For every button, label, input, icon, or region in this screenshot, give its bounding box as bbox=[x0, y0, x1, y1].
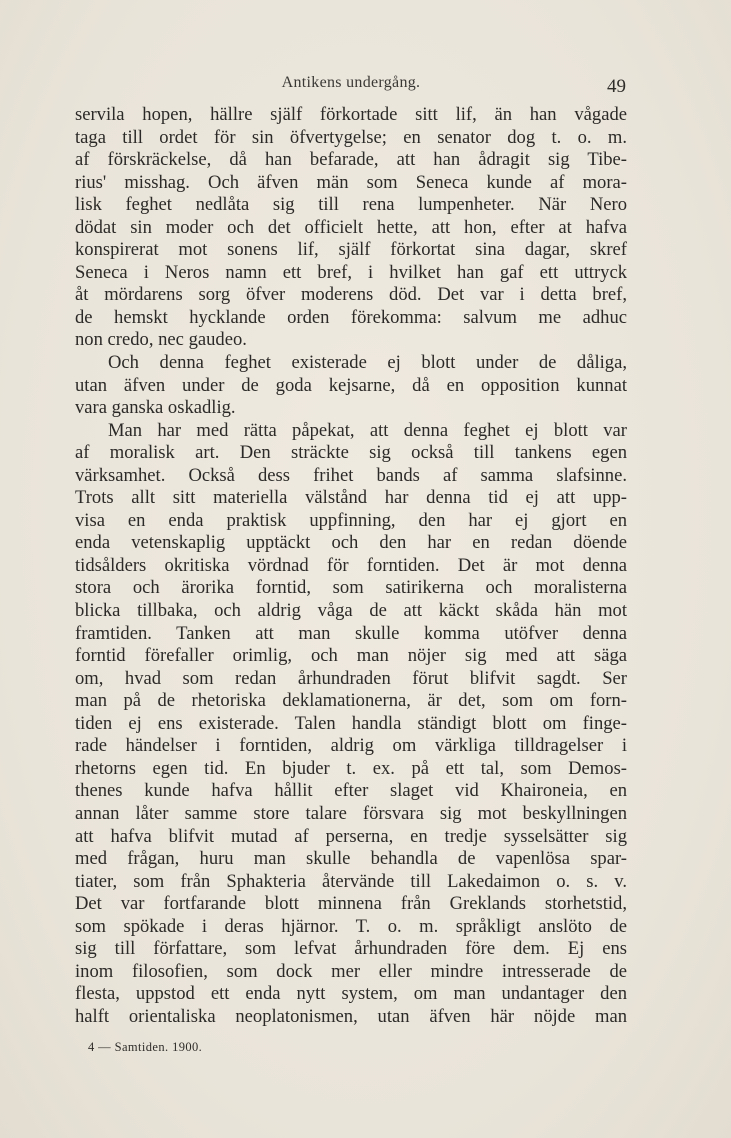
running-title: Antikens undergång. bbox=[281, 74, 421, 91]
text-line: blicka tillbaka, och aldrig våga de att käckt skåda hän mot bbox=[75, 600, 627, 622]
text-line: med frågan, huru man skulle behandla de vapenlösa spar- bbox=[75, 848, 627, 870]
text-line: servila hopen, hällre själf förkortade sitt lif, än han vågade bbox=[75, 104, 627, 125]
text-line: halft orientaliska neoplatonismen, utan äfven här nöjde man bbox=[75, 1005, 627, 1027]
text-line: inom filosofien, som dock mer eller mindre intresserade de bbox=[75, 960, 627, 982]
text-line: taga till ordet för sin öfvertygelse; en senator dog t. o. m. bbox=[75, 126, 627, 148]
text-line: rade händelser i forntiden, aldrig om värkliga tilldragelser i bbox=[75, 735, 627, 757]
text-line: af moralisk art. Den sträckte sig också till tankens egen bbox=[75, 442, 627, 464]
printer-signature: 4 — Samtiden. 1900. bbox=[88, 1040, 203, 1054]
text-line: Trots allt sitt materiella välstånd har denna tid ej att upp- bbox=[75, 487, 627, 509]
text-line: thenes kunde hafva hållit efter slaget vid Khaironeia, en bbox=[75, 780, 627, 802]
text-line: tiden ej ens existerade. Talen handla ständigt blott om finge- bbox=[75, 712, 627, 734]
page-number: 49 bbox=[607, 76, 626, 97]
text-line: att hafva blifvit mutad af perserna, en tredje sysselsätter sig bbox=[75, 825, 627, 847]
body-text bbox=[75, 104, 627, 1028]
text-line: värksamhet. Också dess frihet bands af samma slafsinne. bbox=[75, 464, 627, 486]
text-line: Det var fortfarande blott minnena från Greklands storhetstid, bbox=[75, 893, 627, 915]
text-line: om, hvad som redan århundraden förut blifvit sagdt. Ser bbox=[75, 667, 627, 689]
text-line: man på de rhetoriska deklamationerna, är det, som om forn- bbox=[75, 690, 627, 712]
text-line: stora och ärorika forntid, som satirikerna och moralisterna bbox=[75, 577, 627, 599]
text-line: af förskräckelse, då han befarade, att han ådragit sig Tibe- bbox=[75, 149, 627, 171]
text-line: non credo, nec gaudeo. bbox=[75, 329, 247, 351]
text-line: visa en enda praktisk uppfinning, den har ej gjort en bbox=[75, 509, 627, 531]
text-line: vara ganska oskadlig. bbox=[75, 397, 236, 419]
text-line: rhetorns egen tid. En bjuder t. ex. på ett tal, som Demos- bbox=[75, 757, 627, 779]
text-line: framtiden. Tanken att man skulle komma utöfver denna bbox=[75, 622, 627, 644]
page-header bbox=[76, 74, 626, 100]
text-line: konspirerat mot sonens lif, själf förkortat sina dagar, skref bbox=[75, 239, 627, 261]
text-line: åt mördarens sorg öfver moderens död. Det var i detta bref, bbox=[75, 284, 627, 306]
text-line: tidsålders okritiska vördnad för forntiden. Det är mot denna bbox=[75, 554, 627, 576]
text-line: som spökade i deras hjärnor. T. o. m. språkligt anslöto de bbox=[75, 915, 627, 937]
text-line: Seneca i Neros namn ett bref, i hvilket han gaf ett uttryck bbox=[75, 261, 627, 283]
text-line: enda vetenskaplig upptäckt och den har en redan döende bbox=[75, 532, 627, 554]
text-line: utan äfven under de goda kejsarne, då en opposition kunnat bbox=[75, 374, 627, 396]
text-line: sig till författare, som lefvat århundraden före dem. Ej ens bbox=[75, 938, 627, 960]
text-line: rius' misshag. Och äfven män som Seneca kunde af mora- bbox=[75, 171, 627, 193]
text-line: lisk feghet nedlåta sig till rena lumpenheter. När Nero bbox=[75, 194, 627, 216]
text-line: annan låter samme store talare försvara sig mot beskyllningen bbox=[75, 802, 627, 824]
text-line: flesta, uppstod ett enda nytt system, om man undantager den bbox=[75, 983, 627, 1005]
text-line: Och denna feghet existerade ej blott under de dåliga, bbox=[108, 352, 627, 374]
text-line: Man har med rätta påpekat, att denna feghet ej blott var bbox=[108, 419, 627, 441]
text-line: de hemskt hycklande orden förekomma: salvum me adhuc bbox=[75, 306, 627, 328]
text-line: tiater, som från Sphakteria återvände till Lakedaimon o. s. v. bbox=[75, 870, 627, 892]
text-line: dödat sin moder och det officielt hette, att hon, efter at hafva bbox=[75, 216, 627, 238]
text-line: forntid förefaller orimlig, och man nöjer sig med att säga bbox=[75, 645, 627, 667]
